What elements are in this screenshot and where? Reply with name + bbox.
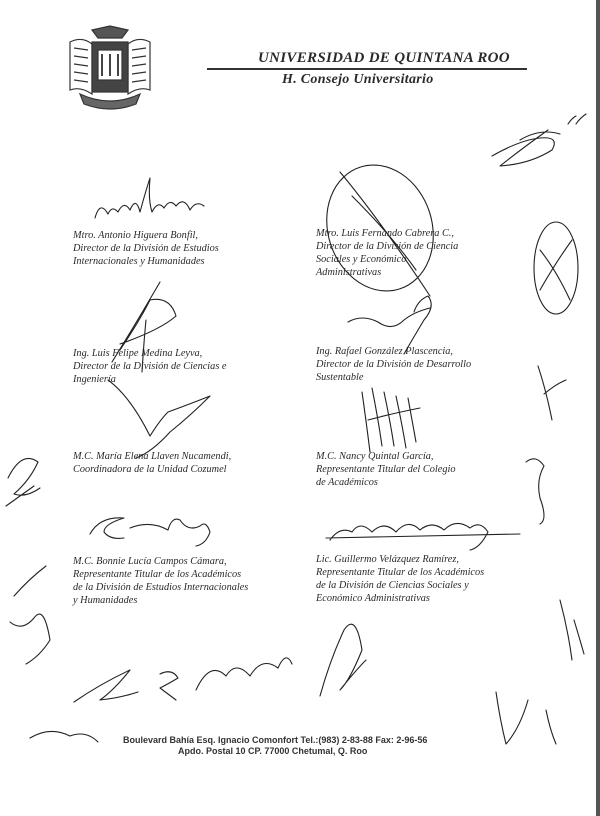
signatory-role-line: Director de la División de Estudios: [73, 243, 219, 254]
signatory-block: [73, 229, 219, 268]
signatory-role-line: Representante Titular de los Académicos: [73, 569, 242, 580]
signatory-role-line: Director de la División de Ciencia: [316, 241, 459, 252]
scan-edge: [596, 0, 600, 816]
signatory-name: Mtro. Luis Fernando Cabrera C.,: [316, 228, 454, 239]
signatory-name: Ing. Rafael González Plascencia,: [316, 346, 453, 357]
signatory-role-line: Sociales y Económico: [316, 254, 407, 265]
signatory-role-line: Representante Titular de los Académicos: [316, 567, 485, 578]
signatory-block: [316, 227, 458, 279]
university-title: UNIVERSIDAD DE QUINTANA ROO: [258, 50, 510, 66]
signatory-role-line: de la División de Ciencias Sociales y: [316, 580, 469, 591]
signatory-role-line: y Humanidades: [73, 595, 138, 606]
signatory-role-line: Económico Administrativas: [316, 593, 430, 604]
signatory-role-line: Sustentable: [316, 372, 364, 383]
signatory-block: [316, 345, 471, 384]
university-crest-logo: [62, 24, 158, 114]
signatory-role-line: Internacionales y Humanidades: [73, 256, 205, 267]
signatory-block: [73, 450, 231, 476]
footer-address-line: Boulevard Bahía Esq. Ignacio Comonfort Tel.:(983) 2-83-88 Fax: 2-96-56: [123, 735, 428, 745]
signatory-name: M.C. María Elena Llaven Nucamendi,: [73, 451, 232, 462]
signatory-name: Lic. Guillermo Velázquez Ramírez,: [316, 554, 459, 565]
signatory-role-line: Coordinadora de la Unidad Cozumel: [73, 464, 227, 475]
signatory-role-line: de la División de Estudios Internacionales: [73, 582, 249, 593]
signatory-name: M.C. Nancy Quintal García,: [316, 451, 434, 462]
signatory-role-line: Administrativas: [316, 267, 382, 278]
signatory-block: [316, 553, 484, 605]
footer-postal-line: Apdo. Postal 10 CP. 77000 Chetumal, Q. Roo: [178, 746, 368, 756]
signatory-role-line: Director de la División de Desarrollo: [316, 359, 472, 370]
signatory-role-line: Representante Titular del Colegio: [316, 464, 456, 475]
signatory-role-line: de Académicos: [316, 477, 378, 488]
signatory-block: [73, 347, 226, 386]
council-subtitle: H. Consejo Universitario: [282, 72, 434, 87]
header-rule: [207, 68, 527, 70]
signatory-name: Mtro. Antonio Higuera Bonfil,: [73, 230, 198, 241]
signatory-name: Ing. Luis Felipe Medina Leyva,: [73, 348, 203, 359]
signatory-block: [316, 450, 455, 489]
signatory-name: M.C. Bonnie Lucía Campos Cámara,: [73, 556, 227, 567]
signatory-role-line: Ingeniería: [73, 374, 116, 385]
signatory-role-line: Director de la División de Ciencias e: [73, 361, 227, 372]
signatory-block: [73, 555, 248, 607]
